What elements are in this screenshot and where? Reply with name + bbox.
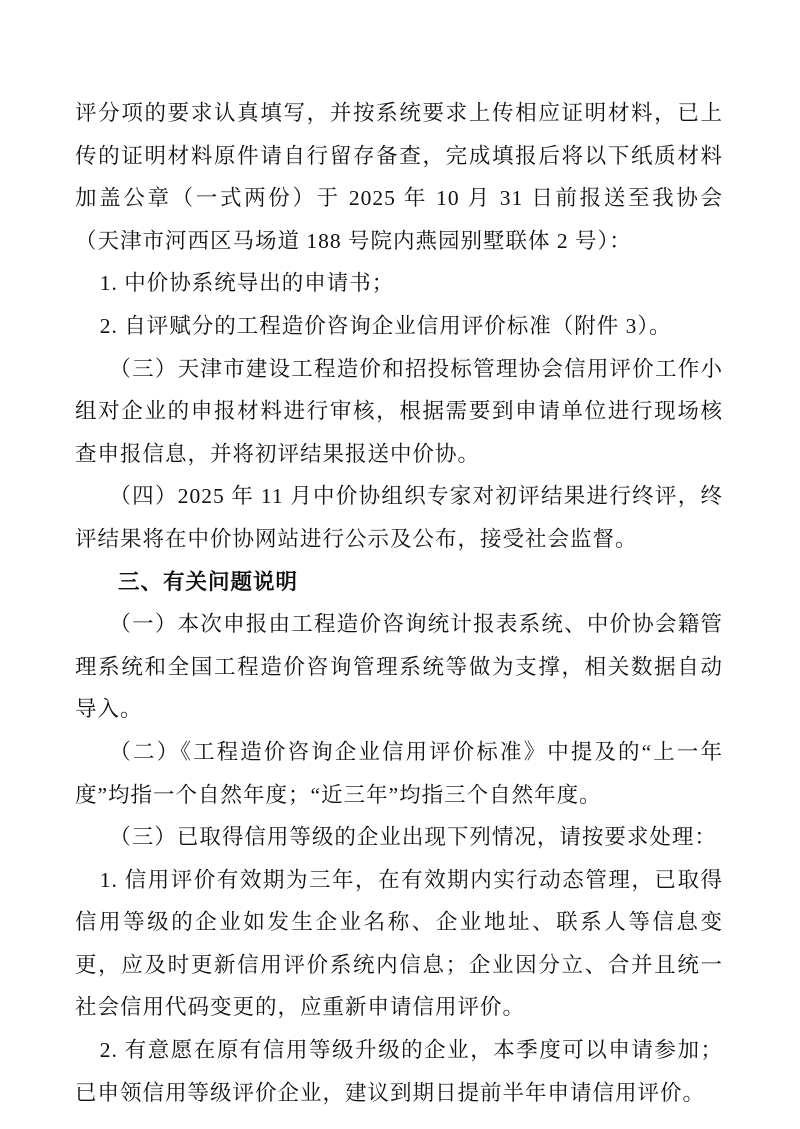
- body-paragraph-note-1: （一）本次申报由工程造价咨询统计报表系统、中价协会籍管理系统和全国工程造价咨询管理系统等做为支撑，相关数据自动导入。: [75, 612, 723, 722]
- list-item-note3-1: 1. 信用评价有效期为三年，在有效期内实行动态管理，已取得信用等级的企业如发生企业名称、企业地址、联系人等信息变更，应及时更新信用评价系统内信息；企业因分立、合并且统一社会信用代码变更的，应重新申请信用评价。: [75, 867, 723, 1020]
- list-item-1: 1. 中价协系统导出的申请书；: [99, 271, 395, 296]
- list-item-note3-2: 2. 有意愿在原有信用等级升级的企业，本季度可以申请参加；已申领信用等级评价企业，建议到期日提前半年申请信用评价。: [75, 1038, 723, 1105]
- body-paragraph-item-3: （三）天津市建设工程造价和招投标管理协会信用评价工作小组对企业的申报材料进行审核，根据需要到申请单位进行现场核查申报信息，并将初评结果报送中价协。: [75, 356, 723, 466]
- body-paragraph-note-3: （三）已取得信用等级的企业出现下列情况，请按要求处理：: [109, 825, 717, 850]
- body-paragraph-item-4: （四）2025 年 11 月中价协组织专家对初评结果进行终评，终评结果将在中价协网站进行公示及公布，接受社会监督。: [75, 484, 723, 551]
- section-heading: 三、有关问题说明: [118, 569, 299, 594]
- list-item-2: 2. 自评赋分的工程造价咨询企业信用评价标准（附件 3）。: [99, 313, 672, 338]
- body-paragraph-continuation: 评分项的要求认真填写，并按系统要求上传相应证明材料，已上传的证明材料原件请自行留存备查，完成填报后将以下纸质材料加盖公章（一式两份）于 2025 年 10 月 31 日前报送至我协会（天津市河西区马场道 188 号院内燕园别墅联体 2 号）：: [75, 101, 723, 253]
- document-body: [75, 92, 723, 1114]
- body-paragraph-note-2: （二）《工程造价咨询企业信用评价标准》中提及的“上一年度”均指一个自然年度；“近三年”均指三个自然年度。: [75, 739, 723, 807]
